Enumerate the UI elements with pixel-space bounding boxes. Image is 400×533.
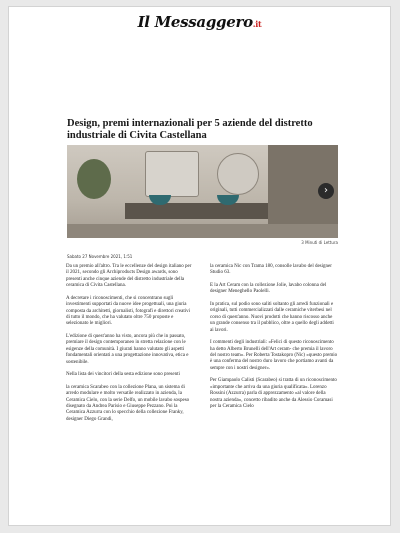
newspaper-tld: .it	[252, 19, 262, 29]
article-headline: Design, premi internazionali per 5 aziende del distretto industriale di Civita Castellana	[67, 118, 313, 141]
article-photo	[67, 145, 338, 238]
article-paragraph: la ceramica Nic con Trama 180, consolle lavabo del designer Studio 63.	[210, 264, 332, 276]
publish-date: Sabato 27 Novembre 2021, 1:51	[67, 254, 133, 259]
article-paragraph: A decretare i riconoscimenti, che si concentrano sugli investimenti supportati da nuove idee progettuali, una giuria composta da architetti, giornalisti, fotografi e direttori creativi di tutto il mondo, che ha valutato oltre 750 proposte e selezionato le migliori.	[66, 295, 190, 327]
article-paragraph: Da un premio all'altro. Tra le eccellenze del design italiano per il 2021, secondo gli Archiproducts Design awards, sono presenti anche cinque aziende del distretto industriale della ceramica di Civita Castellana.	[66, 264, 192, 289]
newspaper-logo[interactable]	[9, 13, 390, 31]
photo-mirror	[145, 151, 199, 197]
read-time: 3 Minuti di Lettura	[301, 240, 338, 245]
next-image-arrow-icon[interactable]: ›	[318, 183, 334, 199]
article-paragraph: I commenti degli industriali: «Felici di questo riconoscimento ha detto Alberto Brunelli dell'Art ceram- che premia il lavoro del nostro team». Per Roberta Tostakopro (Nic) «questo premio è una conferma del nostro duro lavoro che portiamo avanti da sempre con i nostri designer».	[210, 340, 338, 371]
photo-round-mirror	[217, 153, 259, 195]
article-paragraph: Nella lista dei vincitori della sesta edizione sono presenti	[66, 372, 180, 378]
photo-plant	[77, 159, 111, 199]
article-page	[8, 6, 391, 526]
article-paragraph: la ceramica Scarabeo con la collezione Plana, un sistema di arredo modulare e molto versatile realizzato in azienda, la Ceramica Cielo, con la serie Delfo, un mobile lavabo sospeso disegnato da Andrea Parisio e Giuseppe Pezzano. Poi la Ceramica Azzurra con lo specchio della collezione Franky, designer Diego Grandi,	[66, 384, 190, 422]
newspaper-name: Il Messaggero	[137, 13, 253, 31]
article-column-right	[210, 264, 338, 417]
photo-vanity-cabinet	[125, 203, 275, 219]
article-paragraph: E la Art Ceram con la collezione Jolie, lavabo colonna del designer Meneghello Paolelli.	[210, 283, 327, 295]
article-paragraph: Per Giampaolo Calisti (Scarabeo) si tratta di un riconoscimento «importante che arriva da una giuria qualificata». Lorenzo Rossini (Azzurra) parla di apprezzamento «al valore della nostra azienda», concetto ribadito anche da Alessio Coramasi per la Ceramica Cielo	[210, 378, 337, 410]
article-column-left	[66, 264, 194, 429]
article-paragraph: In pratica, sul podio sono saliti soltanto gli arredi funzionali e originali, tutti commercializzati dalle ceramiche viterbesi nel corso di quest'anno. Nuovi prodotti che hanno riscosso anche un grande consenso tra il pubblico, oltre a quello degli addetti ai lavori.	[210, 302, 334, 333]
article-paragraph: L'edizione di quest'anno ha visto, ancora più che in passato, premiare il design contemporaneo in stretta relazione con le esigenze della comunità. I giurati hanno valutato gli aspetti fondamentali orientati a una progettazione innovativa, etica e sostenibile.	[66, 334, 189, 365]
photo-floor	[67, 224, 338, 238]
